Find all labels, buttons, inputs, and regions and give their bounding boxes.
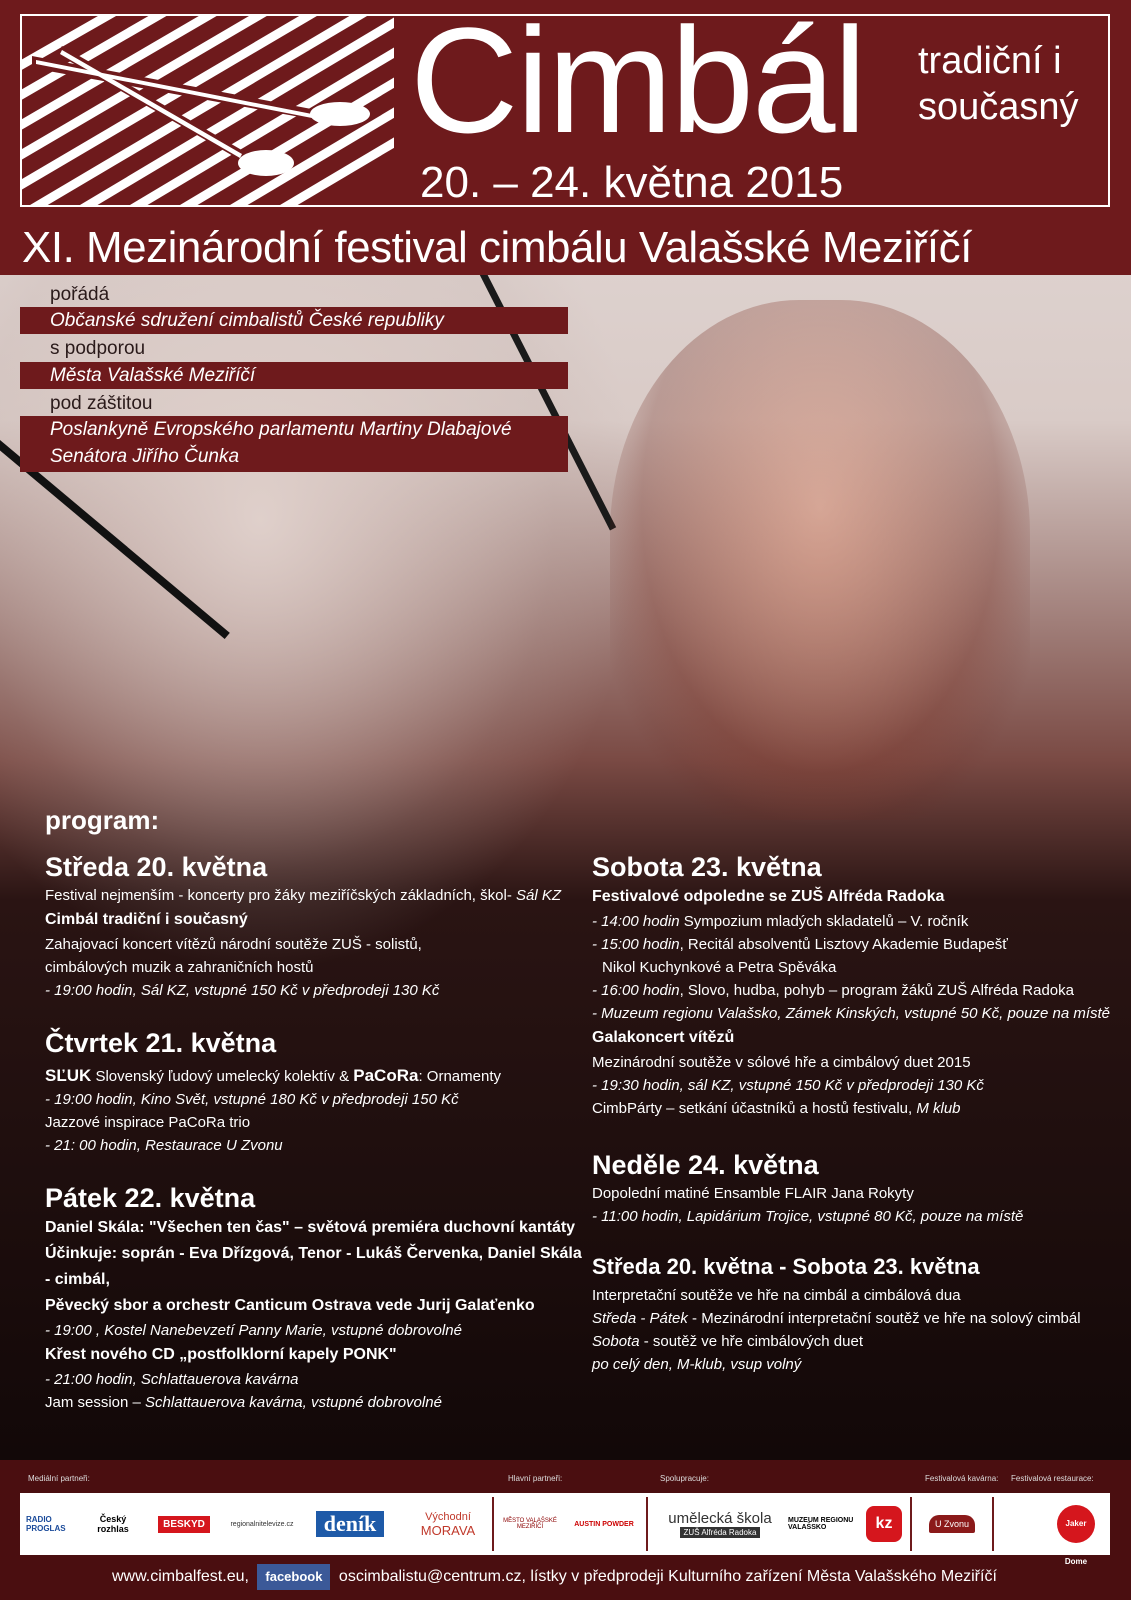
day-heading-sat: Sobota 23. května xyxy=(592,852,822,882)
event-line: Jazzové inspirace PaCoRa trio xyxy=(45,1114,251,1131)
event-line xyxy=(45,884,585,907)
event-line: Interpretační soutěže ve hře na cimbál a cimbálová dua xyxy=(592,1287,961,1304)
event-text: Festival nejmenším - koncerty pro žáky meziříčských základních, škol- xyxy=(45,887,512,904)
event-title: Festivalové odpoledne se ZUŠ Alfréda Radoka xyxy=(592,888,945,905)
support-value: Města Valašské Meziříčí xyxy=(50,365,256,386)
festival-subtitle xyxy=(918,38,1079,130)
event-line: - 19:00 , Kostel Nanebevzetí Panny Marie, vstupné dobrovolné xyxy=(45,1322,462,1339)
event-line xyxy=(592,910,1112,933)
day-heading-thu: Čtvrtek 21. května xyxy=(45,1028,277,1058)
divider xyxy=(910,1497,912,1551)
event-line xyxy=(45,1064,585,1088)
festival-restaurant-label: Festivalová restaurace: xyxy=(1011,1474,1094,1483)
event-line: Mezinárodní soutěže v sólové hře a cimbálový duet 2015 xyxy=(592,1054,971,1071)
skola-line-2: ZUŠ Alfréda Radoka xyxy=(680,1527,761,1538)
jaker-dome-logo[interactable] xyxy=(1048,1493,1104,1566)
header-banner xyxy=(0,0,1131,275)
u-zvonu-logo[interactable] xyxy=(916,1493,988,1555)
cimbalom-logo-icon xyxy=(22,16,394,205)
u-zvonu-logo-text: U Zvonu xyxy=(929,1515,975,1533)
event-text: : Ornamenty xyxy=(418,1068,501,1085)
day-heading-range: Středa 20. května - Sobota 23. května xyxy=(592,1254,980,1279)
regional-tv-logo[interactable]: regionalnitelevize.cz xyxy=(230,1520,294,1528)
cimbalom-mallet-right xyxy=(474,260,616,530)
subtitle-line-2: současný xyxy=(918,86,1079,128)
patronage-box xyxy=(20,416,568,472)
day-heading-sun: Neděle 24. května xyxy=(592,1150,819,1180)
cesky-rozhlas-logo[interactable]: Český rozhlas xyxy=(97,1514,129,1534)
event-line xyxy=(592,1330,1112,1353)
event-line: - 21:00 hodin, Schlattauerova kavárna xyxy=(45,1371,299,1388)
festival-cafe-label: Festivalová kavárna: xyxy=(925,1474,999,1483)
beskyd-logo-text: BESKYD xyxy=(158,1516,210,1533)
event-title: Pěvecký sbor a orchestr Canticum Ostrava vede Jurij Galaťenko xyxy=(45,1297,535,1314)
girl-silhouette xyxy=(610,300,1030,820)
kz-logo-text: kz xyxy=(866,1506,902,1542)
denik-logo[interactable] xyxy=(302,1493,398,1555)
event-text: , Recitál absolventů Lisztovy Akademie Budapešť xyxy=(679,936,1008,953)
event-text: , Slovo, hudba, pohyb – program žáků ZUŠ Alfréda Radoka xyxy=(679,982,1074,999)
vychodni-morava-logo[interactable] xyxy=(412,1493,484,1555)
event-title: Účinkuje: soprán - Eva Dřízgová, Tenor - Lukáš Červenka, Daniel Skála - cimbál, xyxy=(45,1245,582,1288)
event-bold: PaCoRa xyxy=(353,1066,419,1085)
day-heading-fri: Pátek 22. května xyxy=(45,1183,256,1213)
event-title: Cimbál tradiční i současný xyxy=(45,911,248,928)
event-line: Zahajovací koncert vítězů národní soutěže ZUŠ - solistů, xyxy=(45,936,422,953)
partners-logo-bar xyxy=(20,1493,1110,1566)
event-line: po celý den, M-klub, vsup volný xyxy=(592,1356,802,1373)
divider xyxy=(992,1497,994,1551)
support-label: s podporou xyxy=(50,338,146,359)
divider xyxy=(646,1497,648,1551)
event-line: Nikol Kuchynkové a Petra Spěváka xyxy=(602,959,837,976)
event-text: - soutěž ve hře cimbálových duet xyxy=(639,1333,863,1350)
festival-name: XI. Mezinárodní festival cimbálu Valašské Meziříčí xyxy=(22,223,972,272)
event-venue: Sál KZ xyxy=(511,887,561,904)
organizer-value: Občanské sdružení cimbalistů České republiky xyxy=(50,310,444,331)
event-line xyxy=(45,1391,585,1414)
jaker-logo-text: Jaker Dome xyxy=(1057,1505,1095,1543)
event-line: cimbálových muzik a zahraničních hostů xyxy=(45,959,314,976)
kz-logo[interactable] xyxy=(862,1493,906,1555)
event-time: - 16:00 hodin xyxy=(592,982,680,999)
event-venue: M klub xyxy=(916,1100,961,1117)
event-days: Středa - Pátek xyxy=(592,1310,688,1327)
organizer-box xyxy=(20,307,568,334)
event-title: Daniel Skála: "Všechen ten čas" – světová premiéra duchovní kantáty xyxy=(45,1219,576,1236)
event-line: - Muzeum regionu Valašsko, Zámek Kinských, vstupné 50 Kč, pouze na místě xyxy=(592,1005,1111,1022)
cooperation-label: Spolupracuje: xyxy=(660,1474,709,1483)
main-partners-label: Hlavní partneři: xyxy=(508,1474,563,1483)
event-line: - 19:00 hodin, Sál KZ, vstupné 150 Kč v předprodeji 130 Kč xyxy=(45,982,440,999)
event-title: Křest nového CD „postfolklorní kapely PONK" xyxy=(45,1346,397,1363)
event-line: - 19:30 hodin, sál KZ, vstupné 150 Kč v předprodeji 130 Kč xyxy=(592,1077,984,1094)
event-line xyxy=(592,979,1112,1002)
event-text: Sympozium mladých skladatelů – V. ročník xyxy=(679,913,969,930)
subtitle-line-1: tradiční i xyxy=(918,40,1062,82)
support-box xyxy=(20,362,568,389)
event-line: Dopolední matiné Ensamble FLAIR Jana Rokyty xyxy=(592,1185,914,1202)
patronage-value-1: Poslankyně Evropského parlamentu Martiny Dlabajové xyxy=(50,419,512,440)
event-text: CimbPárty – setkání účastníků a hostů festivalu, xyxy=(592,1100,917,1117)
contact-line xyxy=(112,1564,997,1590)
festival-title: Cimbál xyxy=(410,0,865,164)
event-line xyxy=(592,1097,1112,1120)
media-partners-label: Mediální partneři: xyxy=(28,1474,90,1483)
contact-email-text[interactable]: oscimbalistu@centrum.cz, lístky v předprodeji Kulturního zařízení Města Valašského Meziříčí xyxy=(338,1568,997,1585)
event-time: - 14:00 hodin xyxy=(592,913,680,930)
mesto-valasske-mezirici-logo[interactable]: MĚSTO VALAŠSKÉ MEZIŘÍČÍ xyxy=(503,1518,557,1530)
festival-dates: 20. – 24. května 2015 xyxy=(420,158,844,207)
program-right-column xyxy=(592,850,1112,1376)
skola-line-1: umělecká škola xyxy=(668,1510,772,1527)
radio-proglas-logo[interactable]: RADIO PROGLAS xyxy=(26,1515,66,1533)
program-left-column xyxy=(45,850,585,1414)
austin-powder-logo[interactable]: AUSTIN POWDER xyxy=(574,1520,634,1528)
event-text: - Mezinárodní interpretační soutěž ve hře na solový cimbál xyxy=(687,1310,1081,1327)
website-link[interactable]: www.cimbalfest.eu, xyxy=(112,1568,249,1585)
facebook-link[interactable]: facebook xyxy=(257,1564,330,1590)
denik-logo-text: deník xyxy=(316,1511,385,1537)
patronage-value-2: Senátora Jiřího Čunka xyxy=(50,446,240,467)
vychodni-line-1: Východní xyxy=(425,1510,471,1523)
event-text: Slovenský ľudový umelecký kolektív & xyxy=(91,1068,354,1085)
program-heading: program: xyxy=(45,805,160,835)
event-line xyxy=(592,1307,1112,1330)
event-line: - 11:00 hodin, Lapidárium Trojice, vstupné 80 Kč, pouze na místě xyxy=(592,1208,1024,1225)
event-title: Galakoncert vítězů xyxy=(592,1029,735,1046)
event-days: Sobota xyxy=(592,1333,640,1350)
patronage-label: pod záštitou xyxy=(50,393,153,414)
divider xyxy=(492,1497,494,1551)
event-line: - 21: 00 hodin, Restaurace U Zvonu xyxy=(45,1137,283,1154)
vychodni-line-2: MORAVA xyxy=(420,1522,476,1538)
organizer-label: pořádá xyxy=(50,284,110,305)
event-venue: Schlattauerova kavárna, vstupné dobrovolné xyxy=(145,1394,442,1411)
umelecka-skola-logo[interactable] xyxy=(656,1493,784,1555)
event-line: - 19:00 hodin, Kino Svět, vstupné 180 Kč v předprodeji 150 Kč xyxy=(45,1091,459,1108)
event-time: - 15:00 hodin xyxy=(592,936,680,953)
beskyd-logo[interactable] xyxy=(148,1493,220,1555)
event-bold: SĽUK xyxy=(45,1066,92,1085)
event-text: Jam session – xyxy=(45,1394,146,1411)
event-line xyxy=(592,933,1112,956)
muzeum-valassko-logo[interactable]: MUZEUM REGIONU VALAŠSKO xyxy=(788,1517,854,1531)
day-heading-wed: Středa 20. května xyxy=(45,852,268,882)
